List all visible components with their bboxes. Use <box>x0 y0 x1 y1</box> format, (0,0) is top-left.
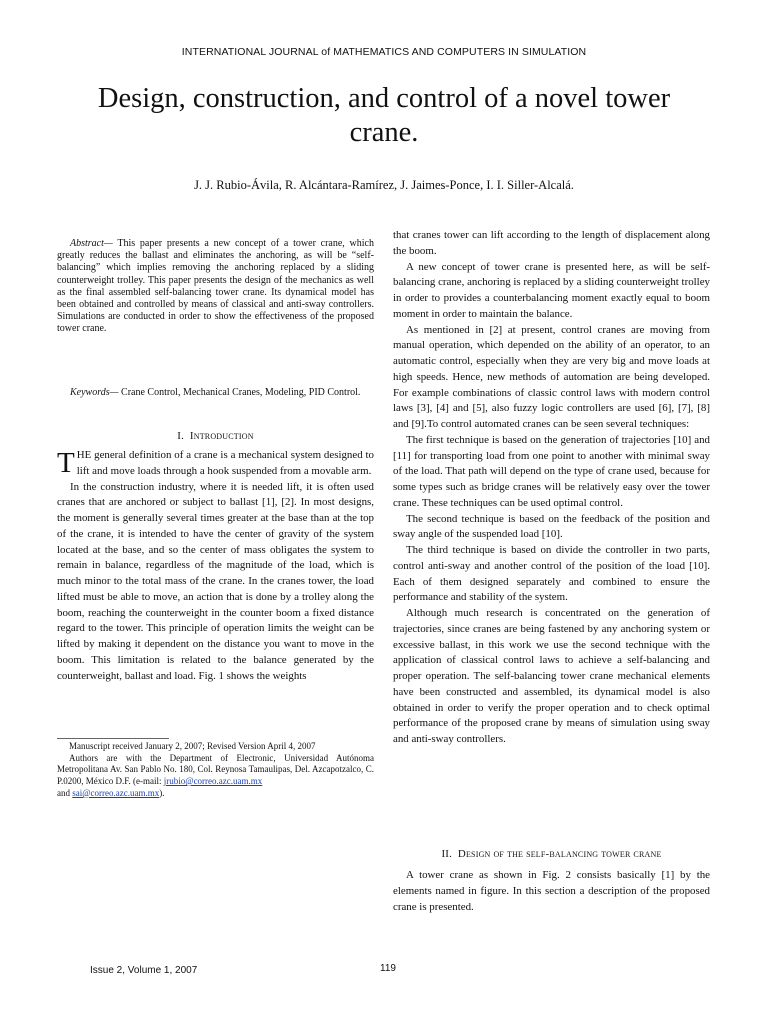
intro-paragraph-2: In the construction industry, where it is needed lift, it is often used cranes that are anchored or subject to ballast [1], [2]. In most designs, the moment is generally several times greater at the base than at the top of the crane, it is intended to have the center of gravity of the system located at the base, and so the center of mass obligates the system to remain in balance, regardless of the magnitude of the load, which is much minor to the total mass of the crane. In the cranes tower, the load lifted must be able to move, an action that is done by a trolley along the boom, reaching the counterweight in the counter boom a fixed distance regard to the tower. This principle of operation limits the weight can be lifted by making it dependent on the distance you want to move in the boom. This limitation is related to the balance generated by the counterweight, ballast and load. Fig. 1 shows the weights <box>57 480 374 682</box>
journal-header: INTERNATIONAL JOURNAL of MATHEMATICS AND COMPUTERS IN SIMULATION <box>181 46 587 58</box>
right-column <box>393 228 710 748</box>
section-title: Introduction <box>189 430 254 442</box>
intro-paragraph-1: HE general definition of a crane is a mechanical system designed to lift and move loads through a hook suspended from a movable arm. <box>76 449 374 477</box>
email-link-2[interactable]: sai@correo.azc.uam.mx <box>72 787 160 798</box>
footnote <box>57 741 374 800</box>
page-number: 119 <box>380 963 396 974</box>
section-title: Design of the self-balancing tower crane <box>457 848 662 860</box>
keywords-text: Crane Control, Mechanical Cranes, Modeling, PID Control. <box>118 387 361 398</box>
footnote-end: ). <box>159 787 165 798</box>
section-heading-design <box>393 848 710 860</box>
issue-info: Issue 2, Volume 1, 2007 <box>90 965 198 976</box>
section2-paragraph: A tower crane as shown in Fig. 2 consists basically [1] by the elements named in figure. In this section a description of the proposed crane is presented. <box>393 869 710 913</box>
right-paragraph-4: The first technique is based on the generation of trajectories [10] and [11] for transporting load from one point to another with minimal sway of the load. That path will depend on the type of crane used, because for some types such as bridge cranes will be relatively easy over the tower crane. These techniques can be used optimal control. <box>393 433 710 509</box>
section-number: I. <box>177 430 185 442</box>
right-paragraph-7: Although much research is concentrated on the generation of trajectories, since cranes are being fastened by any anchoring system or excessive ballast, in this work we use the second technique with the application of classical control laws to achieve a self-balancing and proper operation. The self-balancing tower crane mechanical elements have been constructed and assembled, its dynamical model is also obtained in order to verify the proper operation and to check optimal performance of the proposed crane by means of simulation using sway and anti-sway controllers. <box>393 607 710 745</box>
footnote-and: and <box>57 787 73 798</box>
keywords-label: Keywords— <box>70 387 119 398</box>
keywords <box>57 386 374 401</box>
abstract-text: This paper presents a new concept of a tower crane, which greatly reduces the ballast and eliminates the anchoring, as will be “self-balancing” which implies removing the anchoring replaced by a sliding counterweight trolley. This paper presents the design of the mechanics as well as the final assembled self-balancing tower crane. Its dynamical model has been obtained and controlled by means of classical and anti-sway controllers. Simulations are conducted in order to show the effectiveness of the proposed tower crane. <box>57 238 374 335</box>
manuscript-date: Manuscript received January 2, 2007; Revised Version April 4, 2007 <box>69 741 316 751</box>
affiliation: Authors are with the Department of Electronic, Universidad Autónoma Metropolitana Av. San Pablo No. 180, Col. Reynosa Tamaulipas, Del. Azcapotzalco, C. P.0200, México D.F. (e-mail: <box>57 752 374 787</box>
section-number: II. <box>441 848 453 860</box>
paper-title: Design, construction, and control of a novel tower crane. <box>97 83 671 148</box>
right-paragraph-3: As mentioned in [2] at present, control cranes are moving from manual operation, which depended on the ability of an operator, to an automatic control, especially when they are very big and move loads at high speeds. Hence, new methods of automation are being developed. For example combinations of classic control laws with modern control laws [3], [4] and [5], also fuzzy logic controllers are used [6], [7], [8] and [9].To control automated cranes can be seen several techniques: <box>393 323 710 430</box>
introduction-text <box>57 448 374 684</box>
drop-cap: T <box>57 447 75 479</box>
right-paragraph-6: The third technique is based on divide the controller in two parts, control anti-sway and another control of the position of the load [10]. Each of them designed separately and combined to ensure the performance and stability of the system. <box>393 544 710 604</box>
footnote-divider <box>57 738 169 739</box>
right-paragraph-2: A new concept of tower crane is presented here, as will be self-balancing crane, anchoring is replaced by a sliding counterweight trolley in order to provides a counterbalancing moment exactly equal to boom moment in order to maintain the balance. <box>393 260 710 320</box>
section-heading-introduction <box>57 430 374 442</box>
right-paragraph-5: The second technique is based on the feedback of the position and sway angle of the suspended load [10]. <box>393 512 710 541</box>
abstract <box>57 238 374 336</box>
right-paragraph-1: that cranes tower can lift according to the length of displacement along the boom. <box>393 229 710 257</box>
email-link-1[interactable]: jrubio@correo.azc.uam.mx <box>163 776 263 787</box>
author-list: J. J. Rubio-Ávila, R. Alcántara-Ramírez, J. Jaimes-Ponce, I. I. Siller-Alcalá. <box>194 178 574 192</box>
abstract-label: Abstract— <box>70 238 113 249</box>
